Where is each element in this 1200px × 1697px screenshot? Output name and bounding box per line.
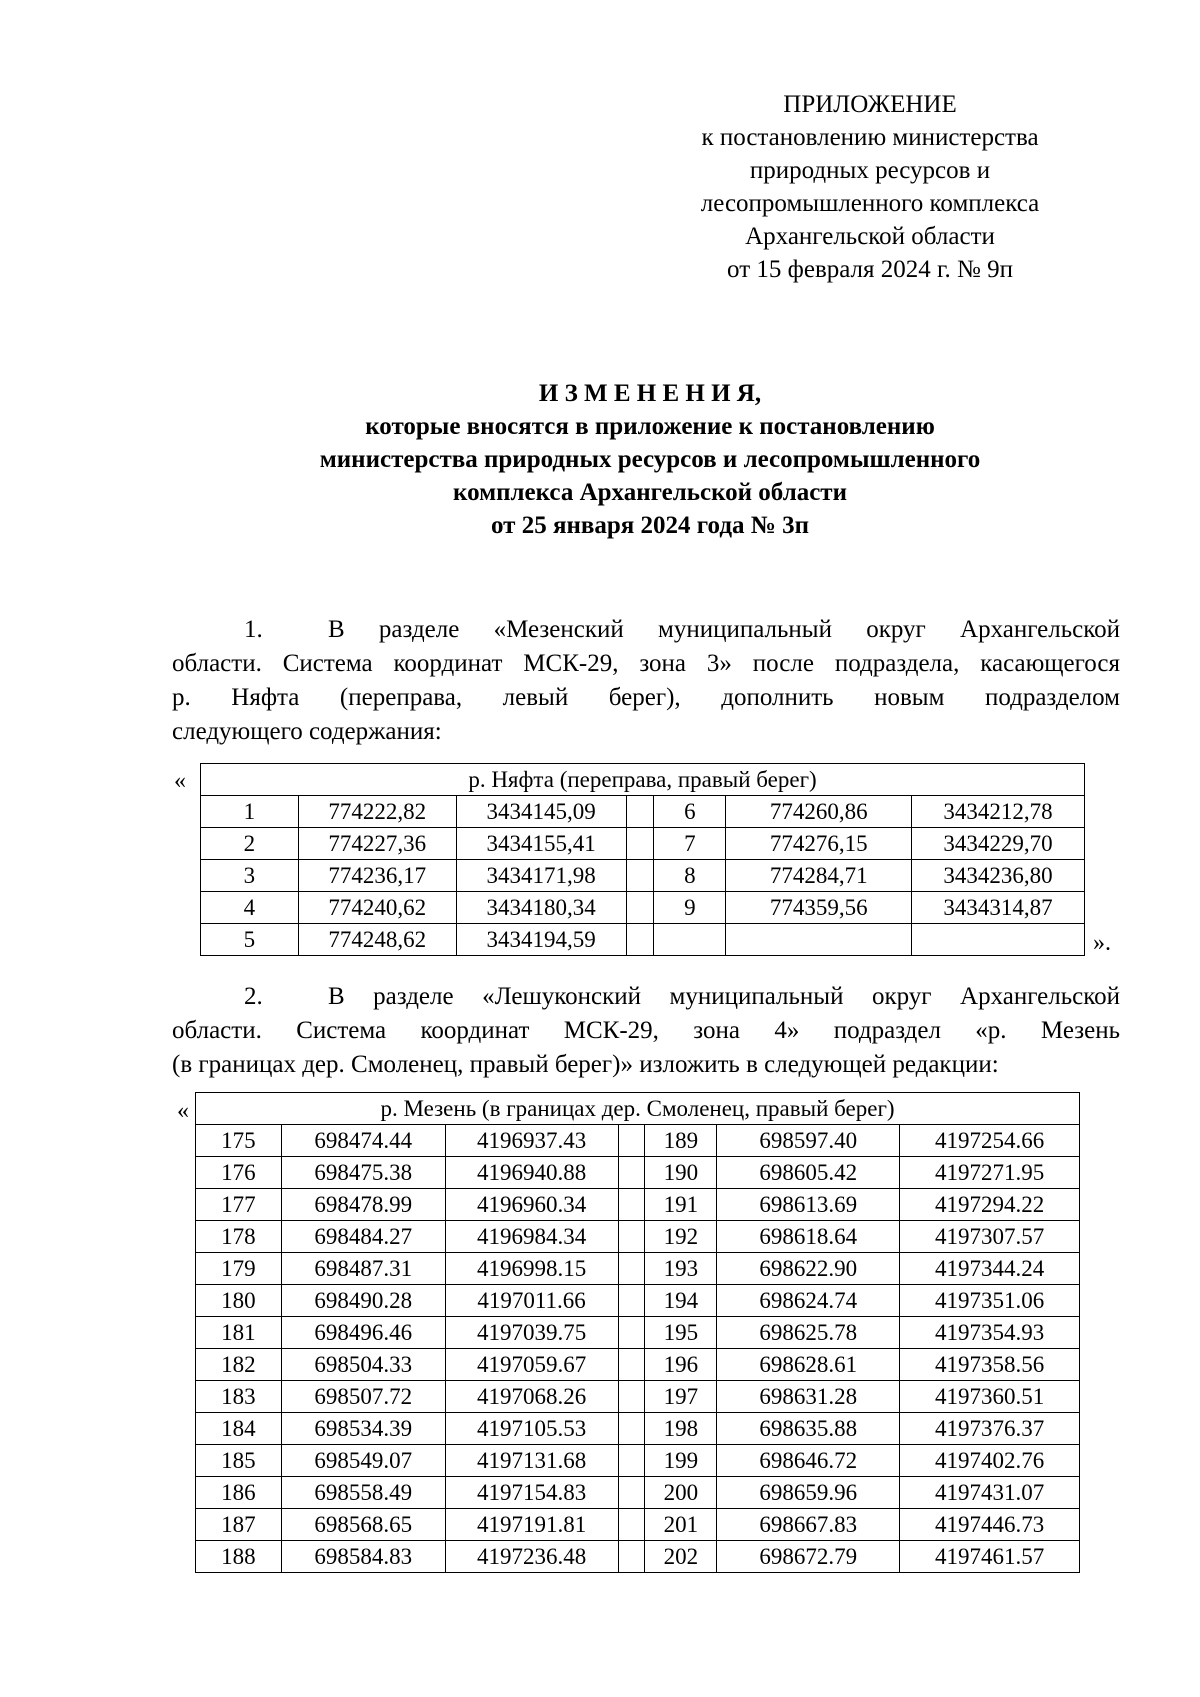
x-coordinate: 774260,86	[726, 796, 912, 828]
y-coordinate: 4197461.57	[900, 1541, 1080, 1573]
point-number: 194	[645, 1285, 717, 1317]
point-number: 190	[645, 1157, 717, 1189]
table-title: р. Мезень (в границах дер. Смоленец, правый берег)	[196, 1093, 1080, 1125]
y-coordinate: 4197068.26	[445, 1381, 618, 1413]
table-row	[196, 1477, 1080, 1509]
separator-cell	[626, 892, 654, 924]
separator-cell	[618, 1253, 645, 1285]
y-coordinate: 4197039.75	[445, 1317, 618, 1349]
x-coordinate: 774240,62	[298, 892, 456, 924]
separator-cell	[618, 1541, 645, 1573]
x-coordinate: 774248,62	[298, 924, 456, 956]
y-coordinate: 4196940.88	[445, 1157, 618, 1189]
y-coordinate: 3434236,80	[912, 860, 1085, 892]
point-number: 200	[645, 1477, 717, 1509]
point-number: 192	[645, 1221, 717, 1253]
appendix-line: к постановлению министерства	[701, 124, 1039, 151]
point-number: 178	[196, 1221, 282, 1253]
table-row	[196, 1253, 1080, 1285]
table-row	[201, 924, 1085, 956]
separator-cell	[626, 796, 654, 828]
point-number: 7	[654, 828, 726, 860]
table-row	[196, 1221, 1080, 1253]
x-coordinate: 698478.99	[281, 1189, 445, 1221]
point-number: 179	[196, 1253, 282, 1285]
appendix-line: Архангельской области	[745, 223, 995, 250]
y-coordinate: 4197354.93	[900, 1317, 1080, 1349]
table-row	[201, 796, 1085, 828]
point-number: 8	[654, 860, 726, 892]
section-1-line: В разделе «Мезенский муниципальный округ Архангельской	[328, 616, 1120, 643]
separator-cell	[618, 1317, 645, 1349]
x-coordinate: 774222,82	[298, 796, 456, 828]
x-coordinate: 698667.83	[717, 1509, 900, 1541]
point-number	[654, 924, 726, 956]
point-number: 180	[196, 1285, 282, 1317]
section-2-line: (в границах дер. Смоленец, правый берег)» изложить в следующей редакции:	[172, 1051, 999, 1078]
table-row	[201, 860, 1085, 892]
x-coordinate: 698672.79	[717, 1541, 900, 1573]
table-row	[196, 1189, 1080, 1221]
point-number: 9	[654, 892, 726, 924]
point-number: 195	[645, 1317, 717, 1349]
appendix-line: лесопромышленного комплекса	[700, 190, 1040, 217]
y-coordinate: 4197154.83	[445, 1477, 618, 1509]
table-row	[196, 1285, 1080, 1317]
table-row	[196, 1157, 1080, 1189]
section-1-line: следующего содержания:	[172, 718, 442, 745]
point-number: 191	[645, 1189, 717, 1221]
y-coordinate: 4197431.07	[900, 1477, 1080, 1509]
y-coordinate: 3434314,87	[912, 892, 1085, 924]
table-row	[196, 1445, 1080, 1477]
close-quote: ».	[1093, 930, 1111, 956]
open-quote: «	[177, 1098, 189, 1124]
y-coordinate: 4197446.73	[900, 1509, 1080, 1541]
x-coordinate: 698618.64	[717, 1221, 900, 1253]
point-number: 5	[201, 924, 299, 956]
section-1-text	[172, 613, 1120, 749]
table-row	[196, 1541, 1080, 1573]
table-row	[196, 1317, 1080, 1349]
y-coordinate: 4197254.66	[900, 1125, 1080, 1157]
y-coordinate: 4197402.76	[900, 1445, 1080, 1477]
separator-cell	[618, 1477, 645, 1509]
y-coordinate: 4197344.24	[900, 1253, 1080, 1285]
x-coordinate: 698534.39	[281, 1413, 445, 1445]
point-number: 188	[196, 1541, 282, 1573]
appendix-line: природных ресурсов и	[749, 157, 991, 184]
y-coordinate: 4197236.48	[445, 1541, 618, 1573]
table-row	[201, 892, 1085, 924]
x-coordinate: 698487.31	[281, 1253, 445, 1285]
x-coordinate: 698584.83	[281, 1541, 445, 1573]
table-title: р. Няфта (переправа, правый берег)	[201, 764, 1085, 796]
y-coordinate: 4196937.43	[445, 1125, 618, 1157]
point-number: 187	[196, 1509, 282, 1541]
section-2-line: области. Система координат МСК-29, зона 4» подраздел «р. Мезень	[172, 1017, 1120, 1044]
separator-cell	[618, 1349, 645, 1381]
title-line: министерства природных ресурсов и лесопромышленного	[319, 446, 981, 473]
point-number: 198	[645, 1413, 717, 1445]
x-coordinate: 698558.49	[281, 1477, 445, 1509]
y-coordinate: 4197105.53	[445, 1413, 618, 1445]
x-coordinate: 698474.44	[281, 1125, 445, 1157]
point-number: 2	[201, 828, 299, 860]
x-coordinate: 698484.27	[281, 1221, 445, 1253]
y-coordinate: 3434212,78	[912, 796, 1085, 828]
table-row	[196, 1125, 1080, 1157]
point-number: 189	[645, 1125, 717, 1157]
separator-cell	[618, 1381, 645, 1413]
x-coordinate: 774359,56	[726, 892, 912, 924]
y-coordinate: 3434180,34	[456, 892, 626, 924]
y-coordinate: 4196984.34	[445, 1221, 618, 1253]
separator-cell	[618, 1125, 645, 1157]
separator-cell	[626, 860, 654, 892]
y-coordinate: 4197307.57	[900, 1221, 1080, 1253]
y-coordinate	[912, 924, 1085, 956]
appendix-header	[660, 88, 1080, 286]
x-coordinate: 698646.72	[717, 1445, 900, 1477]
appendix-line: ПРИЛОЖЕНИЕ	[783, 91, 957, 118]
point-number: 185	[196, 1445, 282, 1477]
y-coordinate: 3434145,09	[456, 796, 626, 828]
y-coordinate: 4197131.68	[445, 1445, 618, 1477]
x-coordinate: 698597.40	[717, 1125, 900, 1157]
section-1-line: области. Система координат МСК-29, зона 3» после подраздела, касающегося	[172, 650, 1120, 677]
point-number: 196	[645, 1349, 717, 1381]
y-coordinate: 4197351.06	[900, 1285, 1080, 1317]
open-quote: «	[174, 768, 186, 794]
x-coordinate: 698631.28	[717, 1381, 900, 1413]
y-coordinate: 3434194,59	[456, 924, 626, 956]
coordinates-table-mezen	[195, 1092, 1080, 1573]
point-number: 6	[654, 796, 726, 828]
x-coordinate: 698625.78	[717, 1317, 900, 1349]
x-coordinate: 774276,15	[726, 828, 912, 860]
x-coordinate: 698622.90	[717, 1253, 900, 1285]
section-1-number: 1.	[244, 616, 263, 643]
separator-cell	[618, 1445, 645, 1477]
x-coordinate: 698507.72	[281, 1381, 445, 1413]
y-coordinate: 4197059.67	[445, 1349, 618, 1381]
table-row	[196, 1413, 1080, 1445]
section-2-number: 2.	[244, 983, 263, 1010]
x-coordinate: 698613.69	[717, 1189, 900, 1221]
y-coordinate: 4197360.51	[900, 1381, 1080, 1413]
x-coordinate: 698628.61	[717, 1349, 900, 1381]
x-coordinate: 698635.88	[717, 1413, 900, 1445]
separator-cell	[618, 1509, 645, 1541]
title-line: комплекса Архангельской области	[453, 479, 847, 506]
point-number: 199	[645, 1445, 717, 1477]
section-2-text	[172, 980, 1120, 1082]
separator-cell	[618, 1189, 645, 1221]
x-coordinate: 698549.07	[281, 1445, 445, 1477]
point-number: 1	[201, 796, 299, 828]
title-line: от 25 января 2024 года № 3п	[491, 512, 809, 539]
separator-cell	[618, 1157, 645, 1189]
table-row	[196, 1349, 1080, 1381]
y-coordinate: 4197011.66	[445, 1285, 618, 1317]
separator-cell	[618, 1285, 645, 1317]
separator-cell	[618, 1221, 645, 1253]
x-coordinate: 698568.65	[281, 1509, 445, 1541]
y-coordinate: 4197294.22	[900, 1189, 1080, 1221]
section-1-line: р. Няфта (переправа, левый берег), дополнить новым подразделом	[172, 684, 1120, 711]
y-coordinate: 3434171,98	[456, 860, 626, 892]
y-coordinate: 4197191.81	[445, 1509, 618, 1541]
x-coordinate: 774236,17	[298, 860, 456, 892]
table-row	[196, 1381, 1080, 1413]
table-row	[196, 1509, 1080, 1541]
separator-cell	[626, 924, 654, 956]
point-number: 186	[196, 1477, 282, 1509]
x-coordinate: 774227,36	[298, 828, 456, 860]
y-coordinate: 4196960.34	[445, 1189, 618, 1221]
point-number: 183	[196, 1381, 282, 1413]
x-coordinate: 698624.74	[717, 1285, 900, 1317]
separator-cell	[626, 828, 654, 860]
point-number: 197	[645, 1381, 717, 1413]
y-coordinate: 3434155,41	[456, 828, 626, 860]
section-2-line: В разделе «Лешуконский муниципальный округ Архангельской	[328, 983, 1120, 1010]
point-number: 182	[196, 1349, 282, 1381]
y-coordinate: 4197358.56	[900, 1349, 1080, 1381]
y-coordinate: 4197376.37	[900, 1413, 1080, 1445]
separator-cell	[618, 1413, 645, 1445]
point-number: 3	[201, 860, 299, 892]
y-coordinate: 3434229,70	[912, 828, 1085, 860]
point-number: 4	[201, 892, 299, 924]
point-number: 202	[645, 1541, 717, 1573]
x-coordinate: 698490.28	[281, 1285, 445, 1317]
title-line: которые вносятся в приложение к постановлению	[365, 413, 935, 440]
coordinates-table-nyafta	[200, 763, 1085, 956]
x-coordinate: 698504.33	[281, 1349, 445, 1381]
point-number: 176	[196, 1157, 282, 1189]
point-number: 184	[196, 1413, 282, 1445]
x-coordinate: 698659.96	[717, 1477, 900, 1509]
appendix-line: от 15 февраля 2024 г. № 9п	[727, 256, 1013, 283]
point-number: 175	[196, 1125, 282, 1157]
y-coordinate: 4197271.95	[900, 1157, 1080, 1189]
y-coordinate: 4196998.15	[445, 1253, 618, 1285]
table-row	[201, 828, 1085, 860]
point-number: 193	[645, 1253, 717, 1285]
x-coordinate	[726, 924, 912, 956]
title-heading: И З М Е Н Е Н И Я,	[538, 380, 762, 407]
point-number: 177	[196, 1189, 282, 1221]
x-coordinate: 698496.46	[281, 1317, 445, 1349]
point-number: 201	[645, 1509, 717, 1541]
document-title	[170, 377, 1130, 542]
x-coordinate: 698605.42	[717, 1157, 900, 1189]
x-coordinate: 698475.38	[281, 1157, 445, 1189]
point-number: 181	[196, 1317, 282, 1349]
x-coordinate: 774284,71	[726, 860, 912, 892]
